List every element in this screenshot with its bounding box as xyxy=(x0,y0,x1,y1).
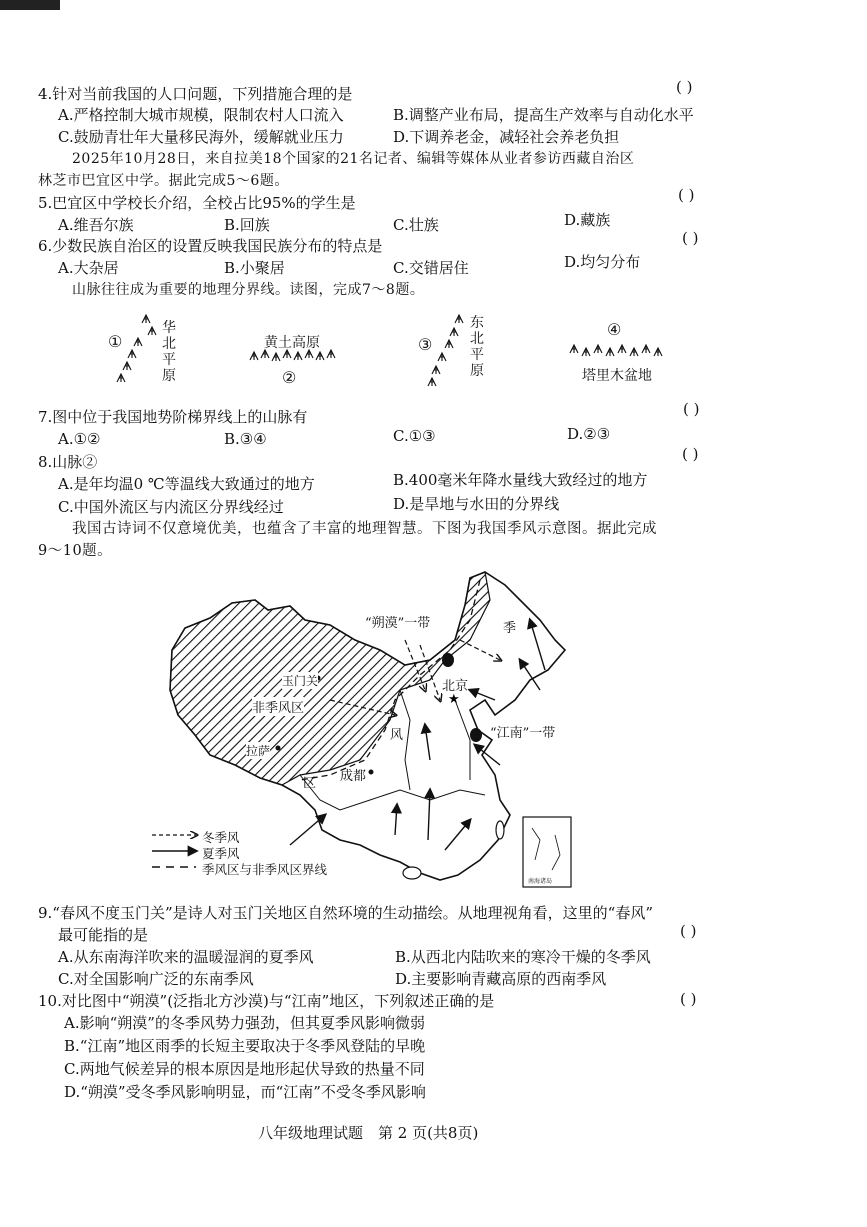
mountain-4-number: ④ xyxy=(607,320,622,339)
q10-option-d: D.“朔漠”受冬季风影响明显，而“江南”不受冬季风影响 xyxy=(64,1083,426,1101)
q9-option-c: C.对全国影响广泛的东南季风 xyxy=(58,970,254,988)
q8-option-d: D.是旱地与水田的分界线 xyxy=(393,495,560,513)
q8-option-c: C.中国外流区与内流区分界线经过 xyxy=(58,498,284,516)
legend-winter-label: 冬季风 xyxy=(202,830,240,845)
lhasa-dot xyxy=(276,746,281,751)
q9-option-b: B.从西北内陆吹来的寒冷干燥的冬季风 xyxy=(395,948,651,966)
q5-option-c: C.壮族 xyxy=(393,216,439,234)
q6-option-a: A.大杂居 xyxy=(58,259,119,277)
intro-9-10-line2: 9～10题。 xyxy=(38,543,113,559)
legend-summer-label: 夏季风 xyxy=(202,846,240,861)
q9-option-d: D.主要影响青藏高原的西南季风 xyxy=(395,970,607,988)
page-footer: 八年级地理试题 第 2 页(共8页) xyxy=(258,1124,479,1142)
q6-option-c: C.交错居住 xyxy=(393,259,469,277)
chengdu-dot xyxy=(369,770,374,775)
q6-answer-paren[interactable]: ( ) xyxy=(682,229,699,247)
q4-option-d: D.下调养老金，减轻社会养老负担 xyxy=(393,128,620,146)
q10-stem: 10.对比图中“朔漠”(泛指北方沙漠)与“江南”地区，下列叙述正确的是 xyxy=(38,992,495,1010)
mountain-1-label: 华北平原 xyxy=(162,320,176,384)
map-label-yumenguan: 玉门关 xyxy=(282,674,319,688)
q8-option-b: B.400毫米年降水量线大致经过的地方 xyxy=(393,471,648,489)
inset-label: 南海诸岛 xyxy=(528,878,553,885)
q4-stem: 4.针对当前我国的人口问题，下列措施合理的是 xyxy=(38,85,353,103)
q9-option-a: A.从东南海洋吹来的温暖湿润的夏季风 xyxy=(58,948,314,966)
map-label-non-monsoon: 非季风区 xyxy=(252,697,304,716)
map-label-qu: 区 xyxy=(303,776,317,791)
q6-stem: 6.少数民族自治区的设置反映我国民族分布的特点是 xyxy=(38,237,383,255)
legend-boundary-label: 季风区与非季风区界线 xyxy=(202,862,328,877)
map-label-feng: 风 xyxy=(390,728,404,743)
q5-answer-paren[interactable]: ( ) xyxy=(678,186,695,204)
q6-option-b: B.小聚居 xyxy=(224,259,285,277)
q4-option-b: B.调整产业布局，提高生产效率与自动化水平 xyxy=(393,106,694,124)
q4-option-c: C.鼓励青壮年大量移民海外，缓解就业压力 xyxy=(58,128,344,146)
shuomo-marker xyxy=(442,653,454,667)
q10-answer-paren[interactable]: ( ) xyxy=(680,990,697,1008)
map-label-beijing: 北京 xyxy=(442,679,469,694)
q4-answer-paren[interactable]: ( ) xyxy=(676,78,693,96)
q8-stem: 8.山脉② xyxy=(38,453,98,471)
q5-option-a: A.维吾尔族 xyxy=(58,216,134,234)
q10-option-c: C.两地气候差异的根本原因是地形起伏导致的热量不同 xyxy=(64,1060,425,1078)
q5-stem: 5.巴宜区中学校长介绍，全校占比95%的学生是 xyxy=(38,194,356,212)
mountain-1-number: ① xyxy=(108,332,123,351)
map-label-chengdu: 成都 xyxy=(340,769,367,784)
map-label-lhasa: 拉萨 xyxy=(246,744,271,758)
map-label-shuomo: “朔漠”一带 xyxy=(365,616,431,631)
q8-option-a: A.是年均温0 ℃等温线大致通过的地方 xyxy=(58,475,315,493)
map-label-jiangnan: “江南”一带 xyxy=(490,726,556,741)
map-label-ji: 季 xyxy=(503,621,517,636)
q5-option-d: D.藏族 xyxy=(564,211,611,229)
intro-5-6-line2: 林芝市巴宜区中学。据此完成5～6题。 xyxy=(38,173,289,189)
mountain-3-number: ③ xyxy=(418,335,433,354)
intro-5-6-line1: 2025年10月28日，来自拉美18个国家的21名记者、编辑等媒体从业者参访西藏自治区 xyxy=(72,151,635,167)
q7-option-b: B.③④ xyxy=(224,430,267,448)
q5-option-b: B.回族 xyxy=(224,216,270,234)
q7-option-a: A.①② xyxy=(58,430,101,448)
intro-9-10-line1: 我国古诗词不仅意境优美，也蕴含了丰富的地理智慧。下图为我国季风示意图。据此完成 xyxy=(72,521,657,537)
intro-7-8: 山脉往往成为重要的地理分界线。读图，完成7～8题。 xyxy=(72,282,425,298)
mountain-4-label: 塔里木盆地 xyxy=(582,368,652,384)
q6-option-d: D.均匀分布 xyxy=(564,253,641,271)
q9-stem-line2: 最可能指的是 xyxy=(58,926,149,944)
mountain-2-number: ② xyxy=(282,368,297,387)
q7-stem: 7.图中位于我国地势阶梯界线上的山脉有 xyxy=(38,408,308,426)
q9-answer-paren[interactable]: ( ) xyxy=(680,922,697,940)
q10-option-a: A.影响“朔漠”的冬季风势力强劲，但其夏季风影响微弱 xyxy=(64,1014,425,1032)
q7-option-d: D.②③ xyxy=(567,425,611,443)
q7-option-c: C.①③ xyxy=(393,427,436,445)
jiangnan-marker xyxy=(470,728,482,742)
q9-stem-line1: 9.“春风不度玉门关”是诗人对玉门关地区自然环境的生动描绘。从地理视角看，这里的“春风” xyxy=(38,904,653,922)
mountain-3-label: 东北平原 xyxy=(470,315,484,379)
q10-option-b: B.“江南”地区雨季的长短主要取决于冬季风登陆的早晚 xyxy=(64,1037,426,1055)
beijing-star-icon: ★ xyxy=(448,692,460,707)
mountain-2-label: 黄土高原 xyxy=(264,335,320,351)
q7-answer-paren[interactable]: ( ) xyxy=(683,400,700,418)
q4-option-a: A.严格控制大城市规模，限制农村人口流入 xyxy=(58,106,344,124)
q8-answer-paren[interactable]: ( ) xyxy=(682,445,699,463)
